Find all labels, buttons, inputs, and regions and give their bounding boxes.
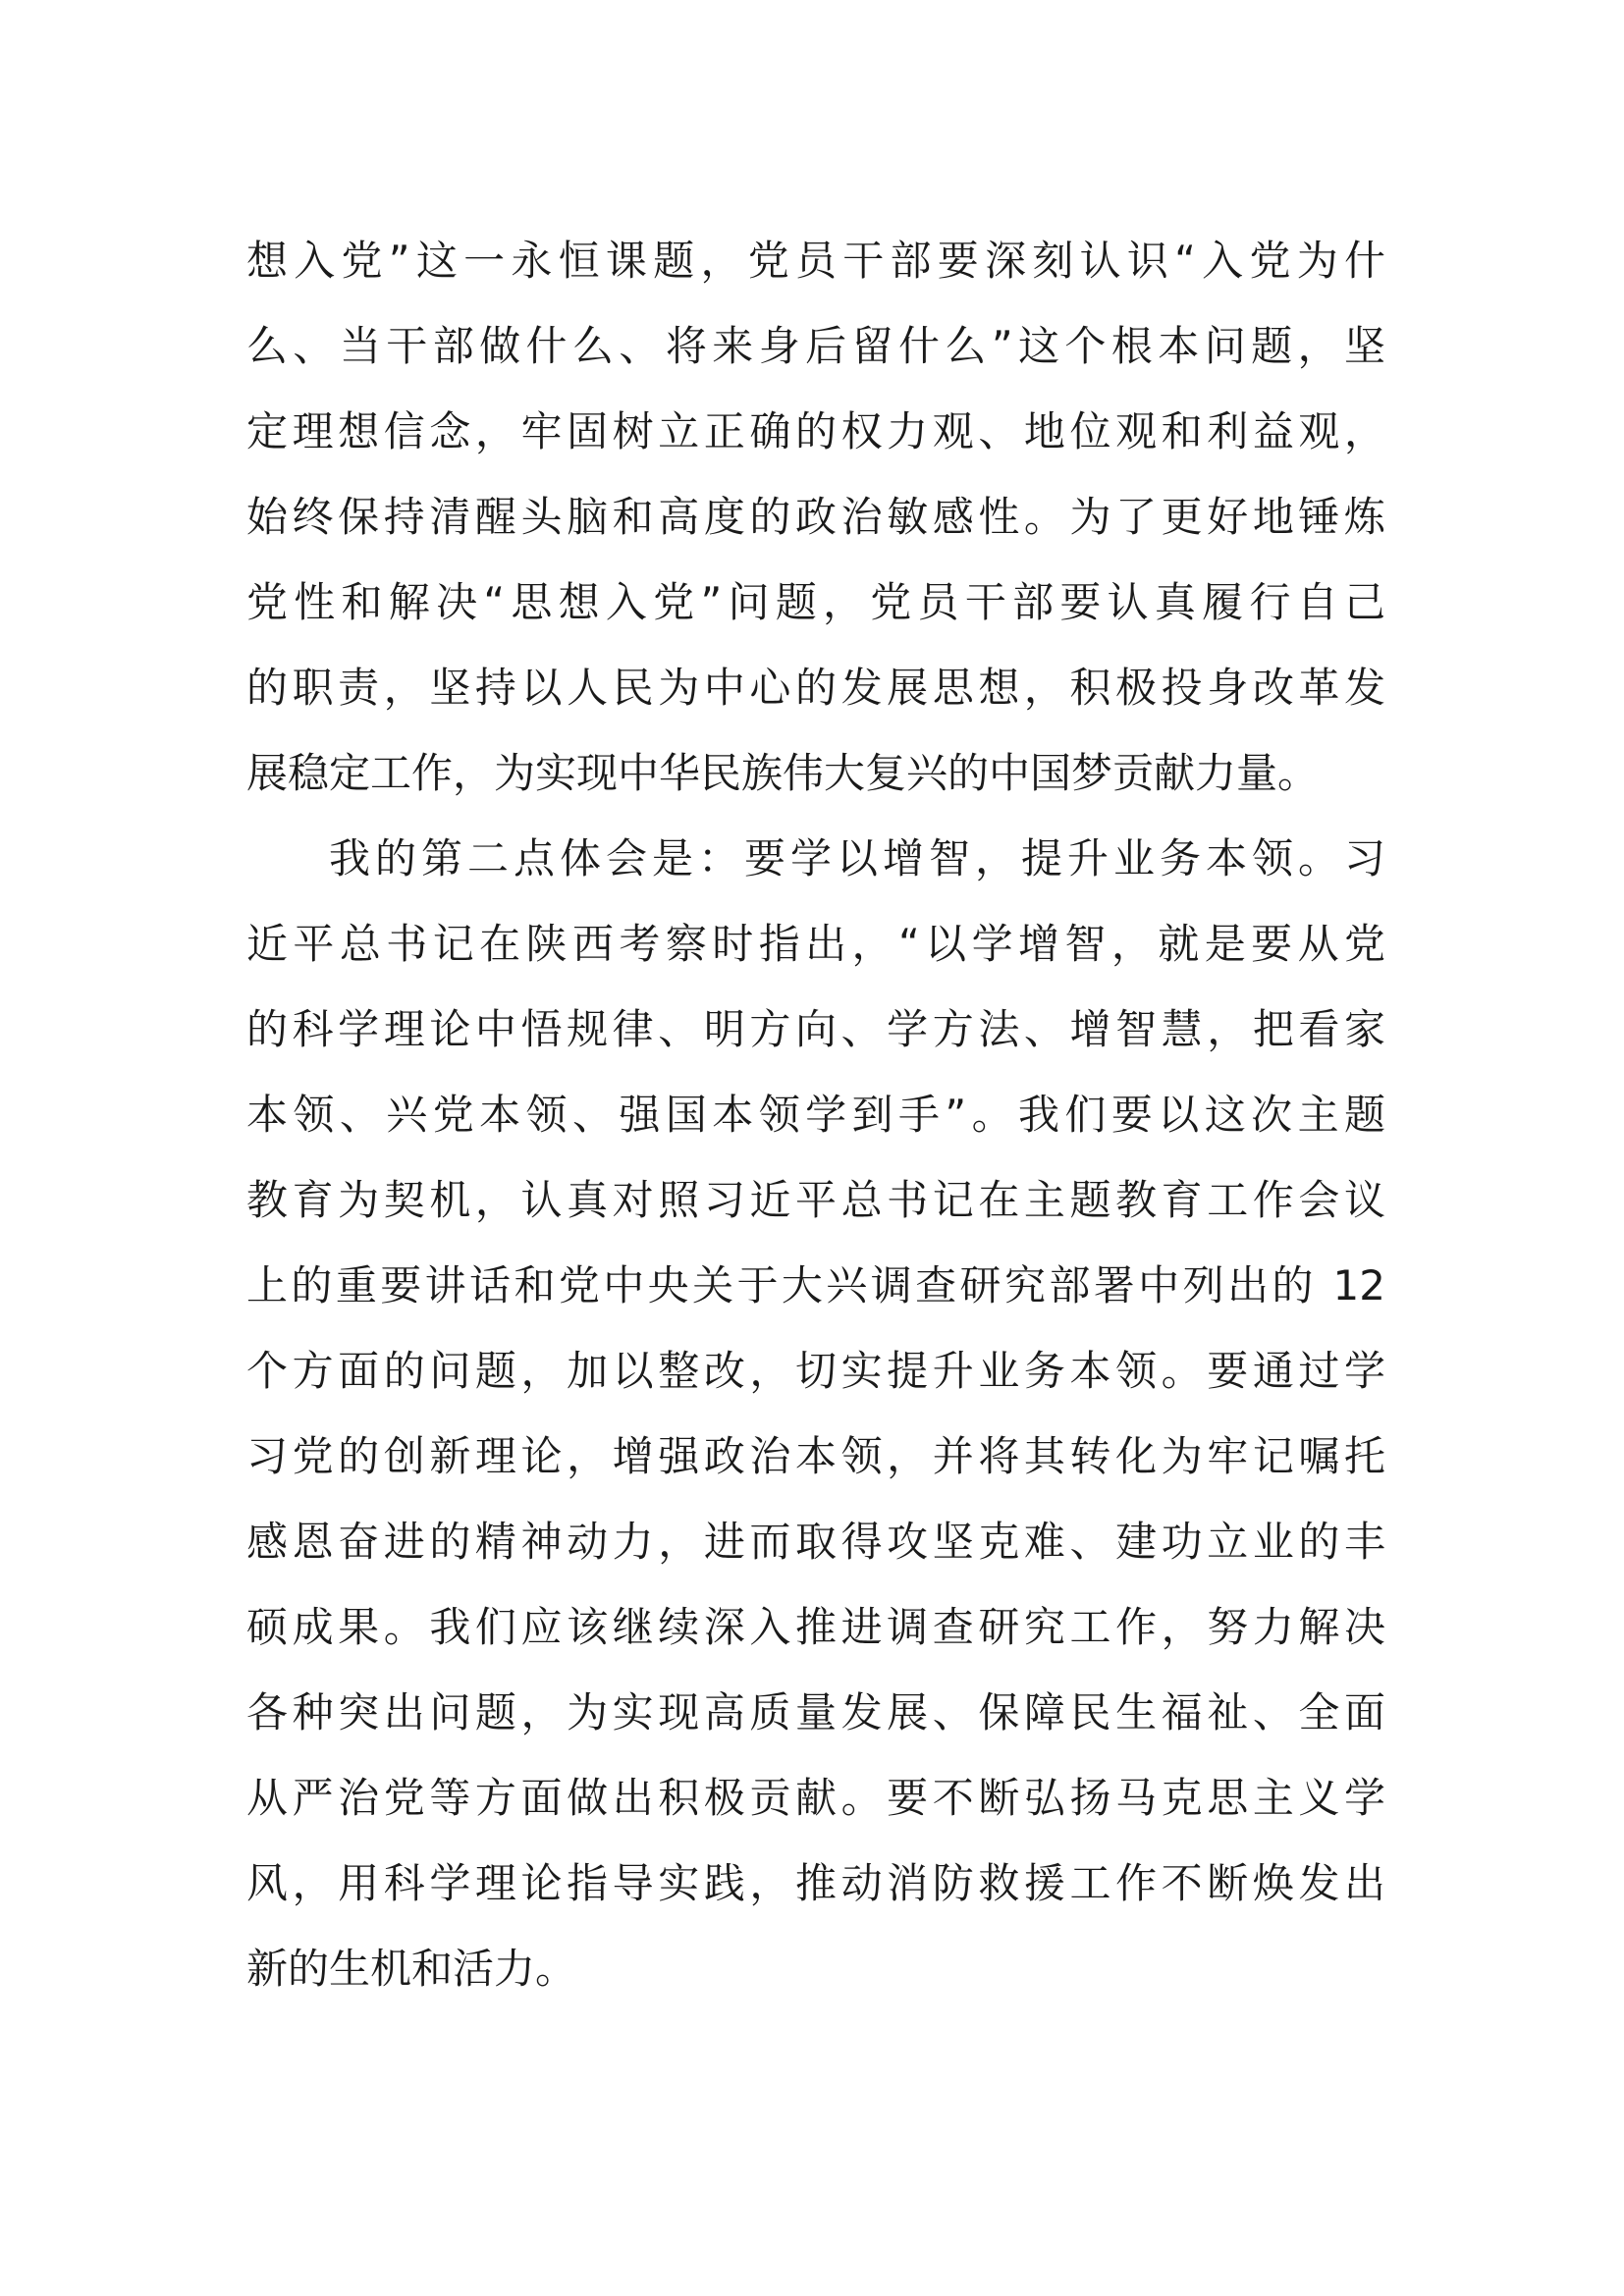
text-line: 各种突出问题，为实现高质量发展、保障民生福祉、全面 [246, 1688, 1385, 1736]
text-line: 想入党”这一永恒课题，党员干部要深刻认识“入党为什 [246, 237, 1385, 285]
text-line: 的职责，坚持以人民为中心的发展思想，积极投身改革发 [246, 664, 1385, 712]
text-line: 个方面的问题，加以整改，切实提升业务本领。要通过学 [246, 1347, 1385, 1395]
text-line: 近平总书记在陕西考察时指出，“以学增智，就是要从党 [246, 920, 1385, 968]
text-line: 教育为契机，认真对照习近平总书记在主题教育工作会议 [246, 1176, 1385, 1224]
text-line: 始终保持清醒头脑和高度的政治敏感性。为了更好地锤炼 [246, 493, 1385, 541]
text-line: 新的生机和活力。 [246, 1945, 577, 1993]
paragraph-1 [246, 218, 1385, 816]
text-line: 我的第二点体会是：要学以增智，提升业务本领。习 [329, 834, 1385, 882]
text-line: 展稳定工作，为实现中华民族伟大复兴的中国梦贡献力量。 [246, 749, 1320, 797]
text-line: 党性和解决“思想入党”问题，党员干部要认真履行自己 [246, 578, 1385, 626]
text-line: 感恩奋进的精神动力，进而取得攻坚克难、建功立业的丰 [246, 1518, 1385, 1566]
text-line: 硕成果。我们应该继续深入推进调查研究工作，努力解决 [246, 1603, 1385, 1651]
text-line: 的科学理论中悟规律、明方向、学方法、增智慧，把看家 [246, 1005, 1385, 1053]
text-line: 么、当干部做什么、将来身后留什么”这个根本问题，坚 [246, 322, 1385, 370]
text-line: 上的重要讲话和党中央关于大兴调查研究部署中列出的 12 [246, 1261, 1385, 1309]
text-line: 从严治党等方面做出积极贡献。要不断弘扬马克思主义学 [246, 1774, 1385, 1822]
paragraph-2 [246, 816, 1385, 2011]
text-line: 风，用科学理论指导实践，推动消防救援工作不断焕发出 [246, 1859, 1385, 1907]
body-text [246, 218, 1385, 2011]
text-line: 定理想信念，牢固树立正确的权力观、地位观和利益观， [246, 407, 1385, 455]
text-line: 本领、兴党本领、强国本领学到手”。我们要以这次主题 [246, 1091, 1385, 1139]
text-line: 习党的创新理论，增强政治本领，并将其转化为牢记嘱托 [246, 1432, 1385, 1480]
